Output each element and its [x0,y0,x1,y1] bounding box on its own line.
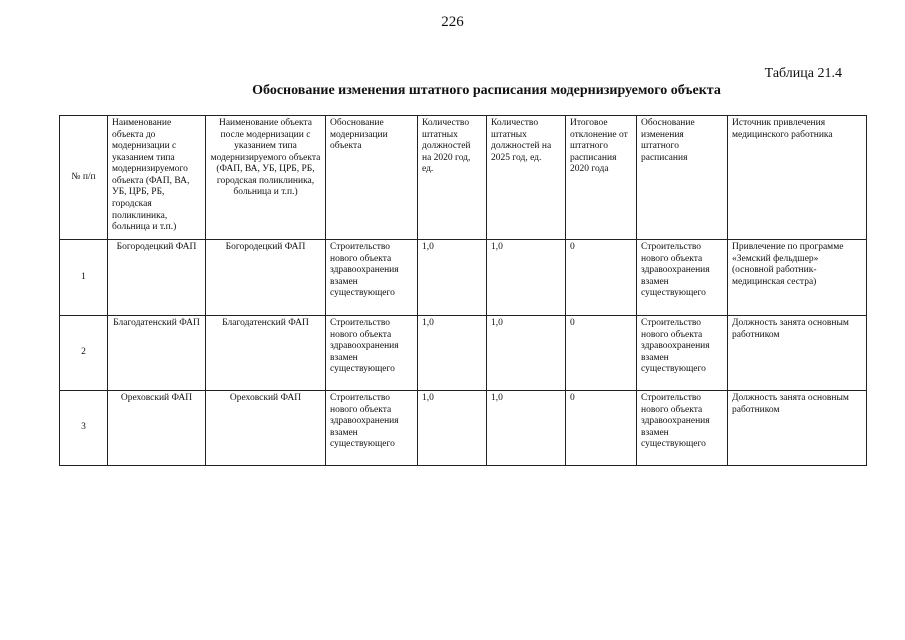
document-title: Обоснование изменения штатного расписания модернизируемого объекта [252,83,721,98]
cell-object-after: Богородецкий ФАП [206,240,326,316]
page-number: 226 [441,14,464,30]
cell-staff-2025: 1,0 [487,316,566,391]
cell-change-reason: Строительство нового объекта здравоохранения взамен существующего [637,391,728,466]
header-justification: Обоснование модернизации объекта [326,116,418,240]
cell-change-reason: Строительство нового объекта здравоохранения взамен существующего [637,316,728,391]
cell-num: 2 [60,316,108,391]
cell-source: Должность занята основным работником [728,316,867,391]
cell-deviation: 0 [566,316,637,391]
cell-change-reason: Строительство нового объекта здравоохранения взамен существующего [637,240,728,316]
cell-object-after: Ореховский ФАП [206,391,326,466]
cell-num: 3 [60,391,108,466]
cell-object-before: Благодатенский ФАП [108,316,206,391]
header-staff-2025: Количество штатных должностей на 2025 год, ед. [487,116,566,240]
header-num: № п/п [60,116,108,240]
cell-source: Привлечение по программе «Земский фельдшер» (основной работник- медицинская сестра) [728,240,867,316]
cell-staff-2020: 1,0 [418,240,487,316]
cell-object-after: Благодатенский ФАП [206,316,326,391]
cell-staff-2025: 1,0 [487,240,566,316]
cell-justification: Строительство нового объекта здравоохранения взамен существующего [326,391,418,466]
table-label: Таблица 21.4 [764,66,842,81]
table-header-row [60,116,867,240]
header-deviation: Итоговое отклонение от штатного расписания 2020 года [566,116,637,240]
header-change-reason: Обоснование изменения штатного расписания [637,116,728,240]
cell-object-before: Богородецкий ФАП [108,240,206,316]
table-row [60,240,867,316]
cell-object-before: Ореховский ФАП [108,391,206,466]
header-staff-2020: Количество штатных должностей на 2020 год, ед. [418,116,487,240]
cell-source: Должность занята основным работником [728,391,867,466]
cell-justification: Строительство нового объекта здравоохранения взамен существующего [326,240,418,316]
cell-staff-2020: 1,0 [418,391,487,466]
header-object-before: Наименование объекта до модернизации с указанием типа модернизируемого объекта (ФАП, ВА, УБ, ЦРБ, РБ, городская поликлиника, больница и т.п.) [108,116,206,240]
staffing-table [59,115,867,466]
header-object-after: Наименование объекта после модернизации с указанием типа модернизируемого объекта (ФАП, ВА, УБ, ЦРБ, РБ, городская поликлиника, больница и т.п.) [206,116,326,240]
header-source: Источник привлечения медицинского работника [728,116,867,240]
cell-deviation: 0 [566,391,637,466]
table-row [60,316,867,391]
cell-staff-2020: 1,0 [418,316,487,391]
table-row [60,391,867,466]
cell-num: 1 [60,240,108,316]
cell-staff-2025: 1,0 [487,391,566,466]
cell-deviation: 0 [566,240,637,316]
cell-justification: Строительство нового объекта здравоохранения взамен существующего [326,316,418,391]
